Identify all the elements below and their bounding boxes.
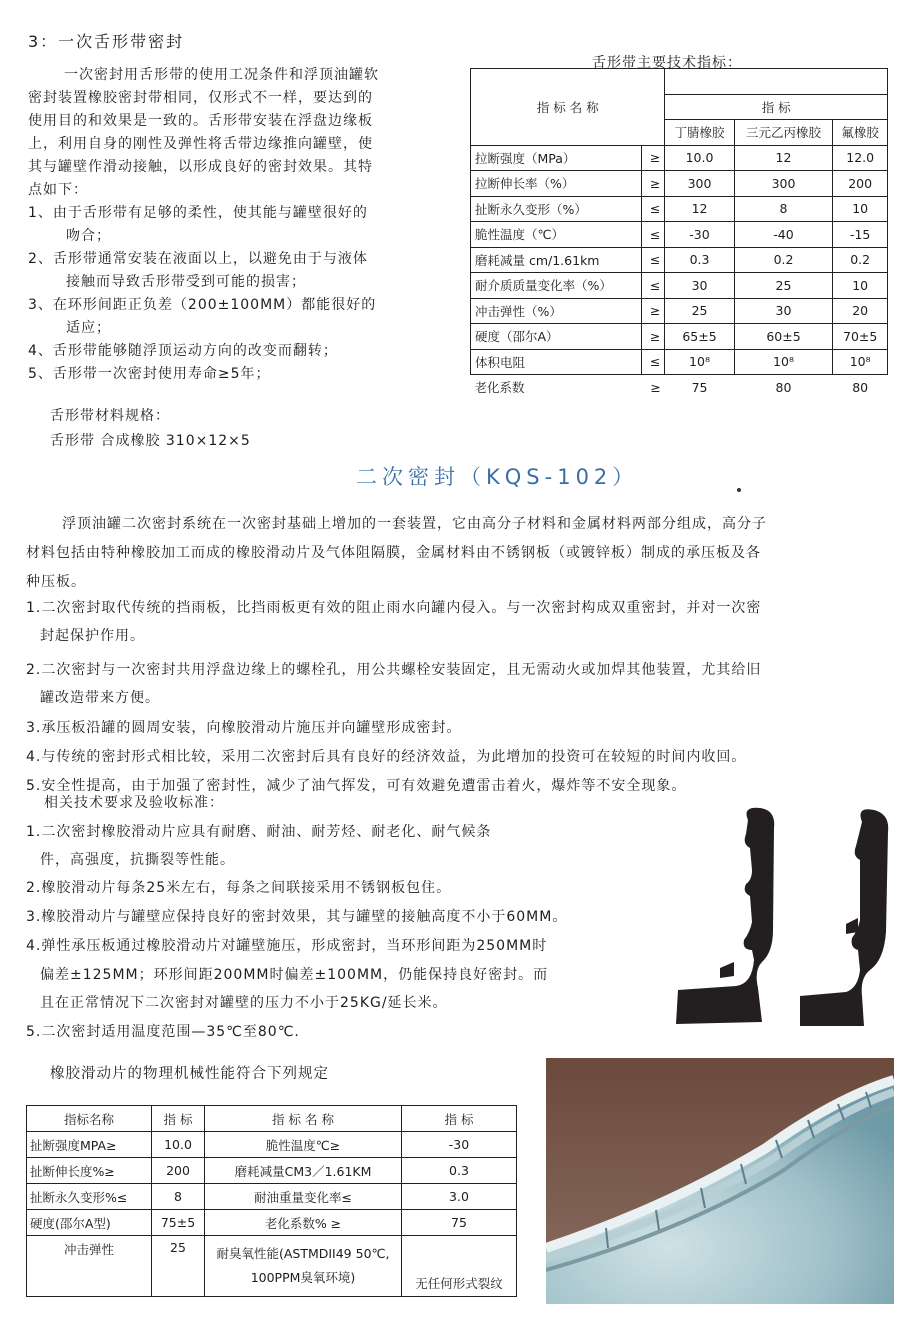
section1-paragraph <box>28 64 379 202</box>
ozone-line-1: 耐臭氧性能(ASTMDII49 50℃, <box>216 1246 390 1261</box>
table-row: 扯断伸长度%≥ 200 磨耗减量CM3／1.61KM 0.3 <box>27 1158 517 1184</box>
req-line: 件，高强度，抗撕裂等性能。 <box>40 852 235 868</box>
para-line: 使用目的和效果是一致的。舌形带安装在浮盘边缘板 <box>28 113 373 129</box>
feature-line: 接触而导致舌形带受到可能的损害； <box>66 274 306 290</box>
intro-line: 种压板。 <box>26 574 86 590</box>
table-row: 硬度（邵尔A） ≥ 65±5 60±5 70±5 <box>471 324 888 350</box>
req-line: 4.弹性承压板通过橡胶滑动片对罐壁施压，形成密封，当环形间距为250MM时 <box>26 938 548 954</box>
table-row: 拉断伸长率（%） ≥ 300 300 200 <box>471 171 888 197</box>
point-line: 1.二次密封取代传统的挡雨板，比挡雨板更有效的阻止雨水向罐内侵入。与一次密封构成双重密封，并对一次密 <box>26 600 762 616</box>
table2-title: 橡胶滑动片的物理机械性能符合下列规定 <box>50 1066 329 1082</box>
stray-dot <box>737 488 741 492</box>
req-line: 1.二次密封橡胶滑动片应具有耐磨、耐油、耐芳烃、耐老化、耐气候条 <box>26 824 492 840</box>
table1-title: 舌形带主要技术指标： <box>592 55 742 71</box>
point-line: 2.二次密封与一次密封共用浮盘边缘上的螺栓孔，用公共螺栓安装固定，且无需动火或加焊其他装置，尤其给旧 <box>26 662 762 678</box>
req-line: 3.橡胶滑动片与罐壁应保持良好的密封效果，其与罐壁的接触高度不小于60MM。 <box>26 909 568 925</box>
section2-points <box>26 594 761 801</box>
feature-line: 适应； <box>66 320 111 336</box>
intro-line: 材料包括由特种橡胶加工而成的橡胶滑动片及气体阻隔膜，金属材料由不锈钢板（或镀锌板）制成的承压板及各 <box>26 545 761 561</box>
tank-seal-photo <box>546 1058 894 1304</box>
header-index: 指 标 <box>665 94 888 120</box>
rubber-profile-illustration <box>670 800 910 1040</box>
table-row: 硬度(邵尔A型) 75±5 老化系数% ≥ 75 <box>27 1210 517 1236</box>
req-line: 且在正常情况下二次密封对罐壁的压力不小于25KG/延长米。 <box>40 995 448 1011</box>
point-line: 罐改造带来方便。 <box>40 690 160 706</box>
table-row: 拉断强度（MPa） ≥ 10.0 12 12.0 <box>471 145 888 171</box>
material-col: 氟橡胶 <box>833 120 888 146</box>
point-line: 4.与传统的密封形式相比较，采用二次密封后具有良好的经济效益，为此增加的投资可在较短的时间内收回。 <box>26 749 747 765</box>
table-row: 冲击弹性 25 耐臭氧性能(ASTMDII49 50℃, 100PPM臭氧环境) 无任何形式裂纹 <box>27 1236 517 1297</box>
section2-intro <box>26 510 767 597</box>
table-row: 脆性温度（℃） ≤ -30 -40 -15 <box>471 222 888 248</box>
left-rubber-profile <box>676 808 774 1024</box>
material-col: 丁腈橡胶 <box>665 120 734 146</box>
feature-line: 4、舌形带能够随浮顶运动方向的改变而翻转； <box>28 343 338 359</box>
table-row: 扯断强度MPA≥ 10.0 脆性温度℃≥ -30 <box>27 1132 517 1158</box>
left-profile-notch <box>720 962 734 978</box>
req-line: 2.橡胶滑动片每条25米左右，每条之间联接采用不锈钢板包住。 <box>26 880 452 896</box>
point-line: 5.安全性提高，由于加强了密封性，减少了油气挥发，可有效避免遭雷击着火，爆炸等不安全现象。 <box>26 778 687 794</box>
spec-title: 舌形带材料规格： <box>50 408 170 424</box>
feature-line: 5、舌形带一次密封使用寿命≥5年； <box>28 366 271 382</box>
slide-plate-property-table <box>26 1105 517 1297</box>
table-row: 磨耗减量 cm/1.61km ≤ 0.3 0.2 0.2 <box>471 247 888 273</box>
right-rubber-profile <box>800 809 888 1026</box>
feature-line: 2、舌形带通常安装在液面以上，以避免由于与液体 <box>28 251 368 267</box>
req-line: 5.二次密封适用温度范围—35℃至80℃. <box>26 1024 300 1040</box>
spec-line: 舌形带 合成橡胶 310×12×5 <box>50 433 251 449</box>
table-row: 扯断永久变形%≤ 8 耐油重量变化率≤ 3.0 <box>27 1184 517 1210</box>
table-row: 扯断永久变形（%） ≤ 12 8 10 <box>471 196 888 222</box>
ozone-line-2: 100PPM臭氧环境) <box>250 1270 356 1285</box>
material-col: 三元乙丙橡胶 <box>734 120 833 146</box>
tongue-belt-spec-table <box>470 68 888 400</box>
req-list <box>26 818 567 1047</box>
section2-title: 二次密封（KQS-102） <box>356 465 639 489</box>
point-line: 3.承压板沿罐的圆周安装，向橡胶滑动片施压并向罐壁形成密封。 <box>26 720 462 736</box>
section1-title: 3：一次舌形带密封 <box>28 32 185 51</box>
point-line: 封起保护作用。 <box>40 628 145 644</box>
para-line: 点如下： <box>28 182 88 198</box>
right-profile-notch <box>846 918 858 934</box>
header-name: 指 标 名 称 <box>471 69 665 146</box>
req-title: 相关技术要求及验收标准： <box>44 795 224 811</box>
table-row: 体积电阻 ≤ 10⁸ 10⁸ 10⁸ <box>471 349 888 375</box>
para-line: 上，利用自身的刚性及弹性将舌带边缘推向罐壁，使 <box>28 136 373 152</box>
table-header: 指标名称 指 标 指 标 名 称 指 标 <box>27 1106 517 1132</box>
para-line: 其与罐壁作滑动接触，以形成良好的密封效果。其特 <box>28 159 373 175</box>
section1-features <box>28 202 376 386</box>
tank-seal-photo-drawing <box>546 1058 894 1304</box>
req-line: 偏差±125MM；环形间距200MM时偏差±100MM，仍能保持良好密封。而 <box>40 967 549 983</box>
para-line: 一次密封用舌形带的使用工况条件和浮顶油罐软 <box>64 67 379 83</box>
table-row: 冲击弹性（%） ≥ 25 30 20 <box>471 298 888 324</box>
para-line: 密封装置橡胶密封带相同，仅形式不一样，要达到的 <box>28 90 373 106</box>
feature-line: 3、在环形间距正负差（200±100MM）都能很好的 <box>28 297 377 313</box>
feature-line: 1、由于舌形带有足够的柔性，使其能与罐壁很好的 <box>28 205 368 221</box>
feature-line: 吻合； <box>66 228 111 244</box>
table-row: 耐介质质量变化率（%） ≤ 30 25 10 <box>471 273 888 299</box>
intro-line: 浮顶油罐二次密封系统在一次密封基础上增加的一套装置，它由高分子材料和金属材料两部分组成，高分子 <box>62 516 767 532</box>
table-row: 老化系数 ≥ 75 80 80 <box>474 379 869 396</box>
